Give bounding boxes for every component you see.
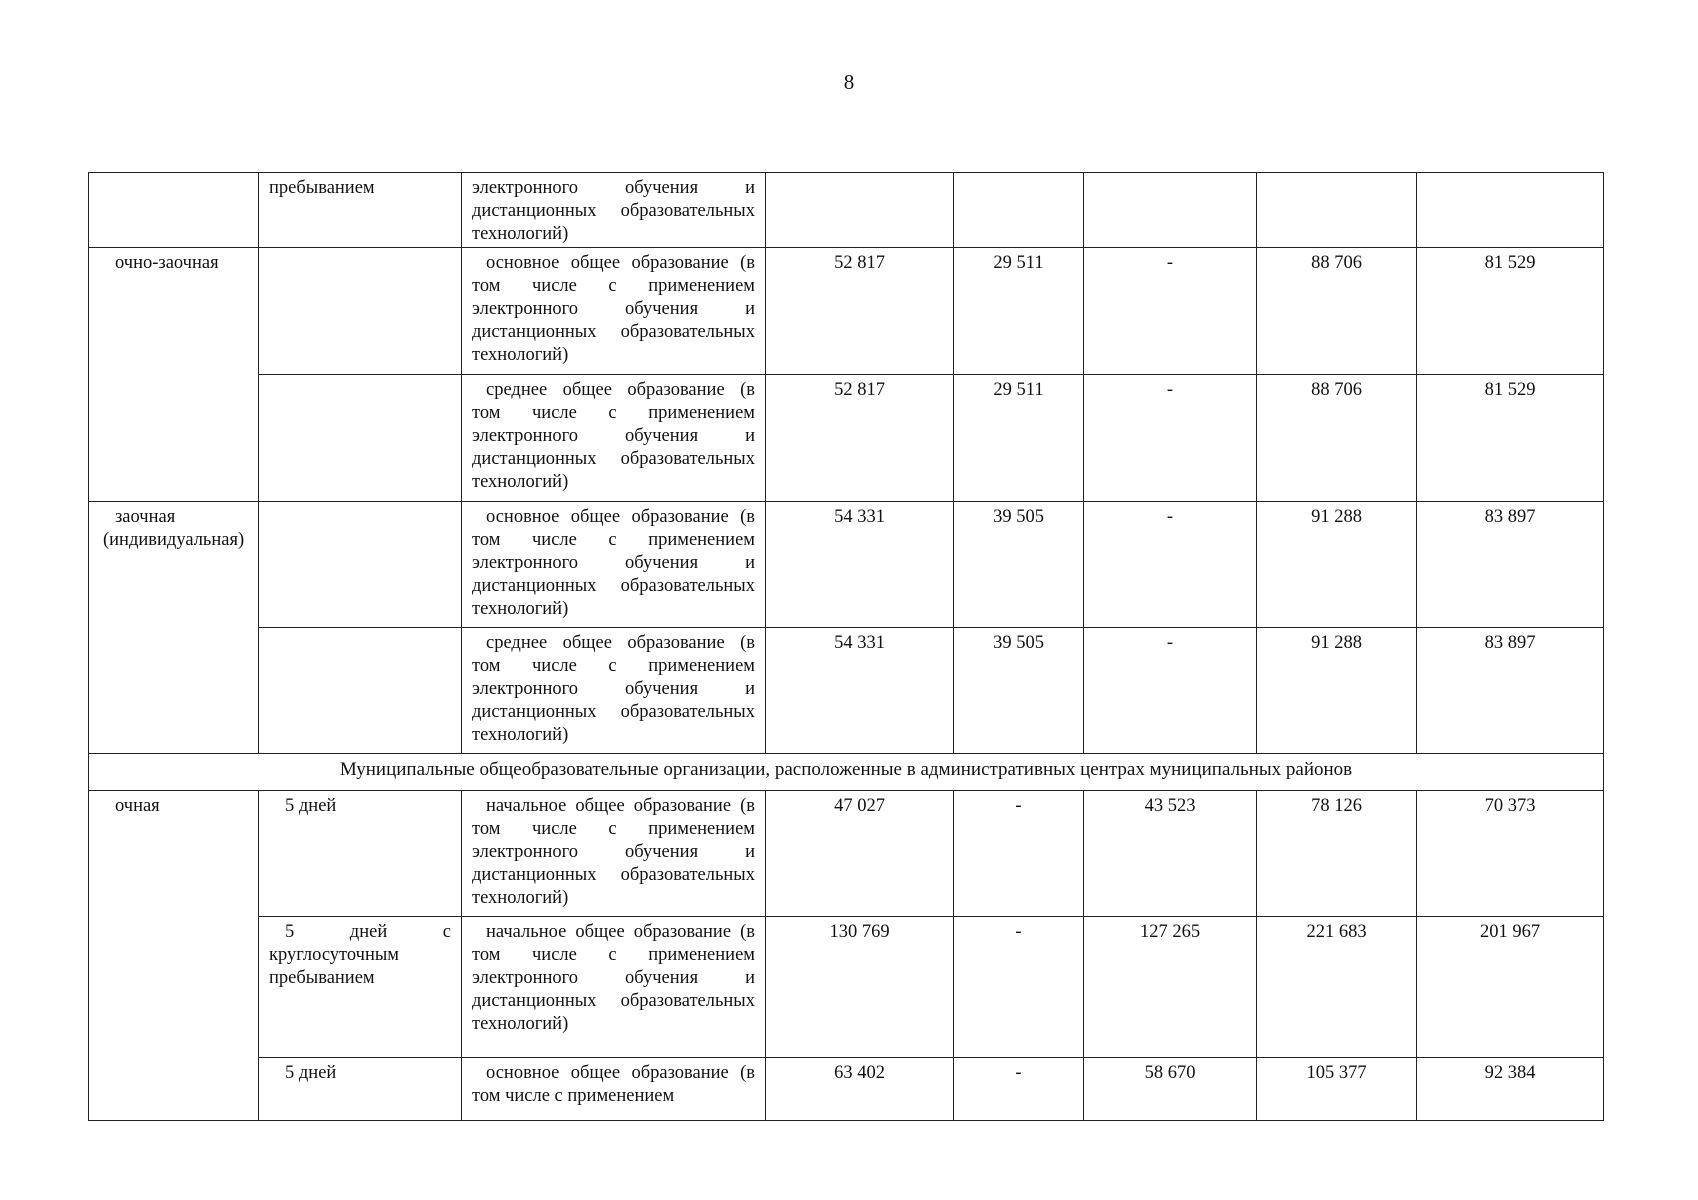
section-heading-row <box>89 753 1604 790</box>
value-cell: - <box>1084 627 1257 753</box>
education-level-cell: среднее общее образование (в том числе с применением электронного обучения и дистанционных образовательных технологий) <box>462 374 766 501</box>
value-cell: 52 817 <box>766 247 954 374</box>
mode-cell <box>259 374 462 501</box>
form-cell: очно-заочная <box>89 247 259 501</box>
value-cell: 83 897 <box>1417 501 1604 627</box>
mode-cell <box>259 916 462 1057</box>
value-cell: - <box>954 1057 1084 1120</box>
mode-cell <box>259 247 462 374</box>
value-cell <box>766 173 954 248</box>
value-cell: 47 027 <box>766 790 954 916</box>
education-level-cell: основное общее образование (в том числе с применением электронного обучения и дистанционных образовательных технологий) <box>462 501 766 627</box>
mode-rest: круглосуточным пребыванием <box>269 944 400 989</box>
tariff-table <box>88 172 1604 1121</box>
mode-cell <box>259 627 462 753</box>
mode-cell <box>259 501 462 627</box>
table-row <box>89 790 1604 916</box>
value-cell: 78 126 <box>1257 790 1417 916</box>
table-row <box>89 627 1604 753</box>
education-level-cell: начальное общее образование (в том числе с применением электронного обучения и дистанционных образовательных технологий) <box>462 790 766 916</box>
value-cell: 88 706 <box>1257 374 1417 501</box>
table-row <box>89 374 1604 501</box>
value-cell: 52 817 <box>766 374 954 501</box>
value-cell: 91 288 <box>1257 501 1417 627</box>
value-cell: - <box>1084 374 1257 501</box>
value-cell: - <box>1084 247 1257 374</box>
value-cell: 105 377 <box>1257 1057 1417 1120</box>
value-cell: 81 529 <box>1417 374 1604 501</box>
form-cell: очная <box>89 790 259 1120</box>
mode-cell: 5 дней <box>259 1057 462 1120</box>
value-cell: 39 505 <box>954 501 1084 627</box>
value-cell: 58 670 <box>1084 1057 1257 1120</box>
mode-first-line: 5 дней с <box>285 921 451 942</box>
form-cell <box>89 173 259 248</box>
table-row <box>89 1057 1604 1120</box>
value-cell <box>1417 173 1604 248</box>
education-level-cell: основное общее образование (в том числе с применением <box>462 1057 766 1120</box>
value-cell <box>1084 173 1257 248</box>
value-cell: - <box>954 916 1084 1057</box>
education-level-cell: основное общее образование (в том числе с применением электронного обучения и дистанционных образовательных технологий) <box>462 247 766 374</box>
value-cell: 63 402 <box>766 1057 954 1120</box>
table-row <box>89 173 1604 248</box>
page-number: 8 <box>843 70 855 94</box>
table-row <box>89 247 1604 374</box>
value-cell: 83 897 <box>1417 627 1604 753</box>
form-cell: заочная (индивидуальная) <box>89 501 259 753</box>
table-row <box>89 501 1604 627</box>
mode-cell: пребыванием <box>259 173 462 248</box>
value-cell: 130 769 <box>766 916 954 1057</box>
mode-cell: 5 дней <box>259 790 462 916</box>
education-level-cell: среднее общее образование (в том числе с применением электронного обучения и дистанционных образовательных технологий) <box>462 627 766 753</box>
value-cell: 88 706 <box>1257 247 1417 374</box>
table-row <box>89 916 1604 1057</box>
value-cell: 54 331 <box>766 627 954 753</box>
value-cell: 70 373 <box>1417 790 1604 916</box>
value-cell <box>1257 173 1417 248</box>
value-cell: 127 265 <box>1084 916 1257 1057</box>
value-cell <box>954 173 1084 248</box>
value-cell: 201 967 <box>1417 916 1604 1057</box>
value-cell: 91 288 <box>1257 627 1417 753</box>
value-cell: 92 384 <box>1417 1057 1604 1120</box>
value-cell: 54 331 <box>766 501 954 627</box>
education-level-cell: электронного обучения и дистанционных образовательных технологий) <box>462 173 766 248</box>
value-cell: - <box>954 790 1084 916</box>
value-cell: 221 683 <box>1257 916 1417 1057</box>
value-cell: - <box>1084 501 1257 627</box>
value-cell: 43 523 <box>1084 790 1257 916</box>
section-heading: Муниципальные общеобразовательные организации, расположенные в административных центрах муниципальных районов <box>89 753 1604 790</box>
value-cell: 29 511 <box>954 374 1084 501</box>
value-cell: 81 529 <box>1417 247 1604 374</box>
value-cell: 29 511 <box>954 247 1084 374</box>
education-level-cell: начальное общее образование (в том числе с применением электронного обучения и дистанционных образовательных технологий) <box>462 916 766 1057</box>
value-cell: 39 505 <box>954 627 1084 753</box>
